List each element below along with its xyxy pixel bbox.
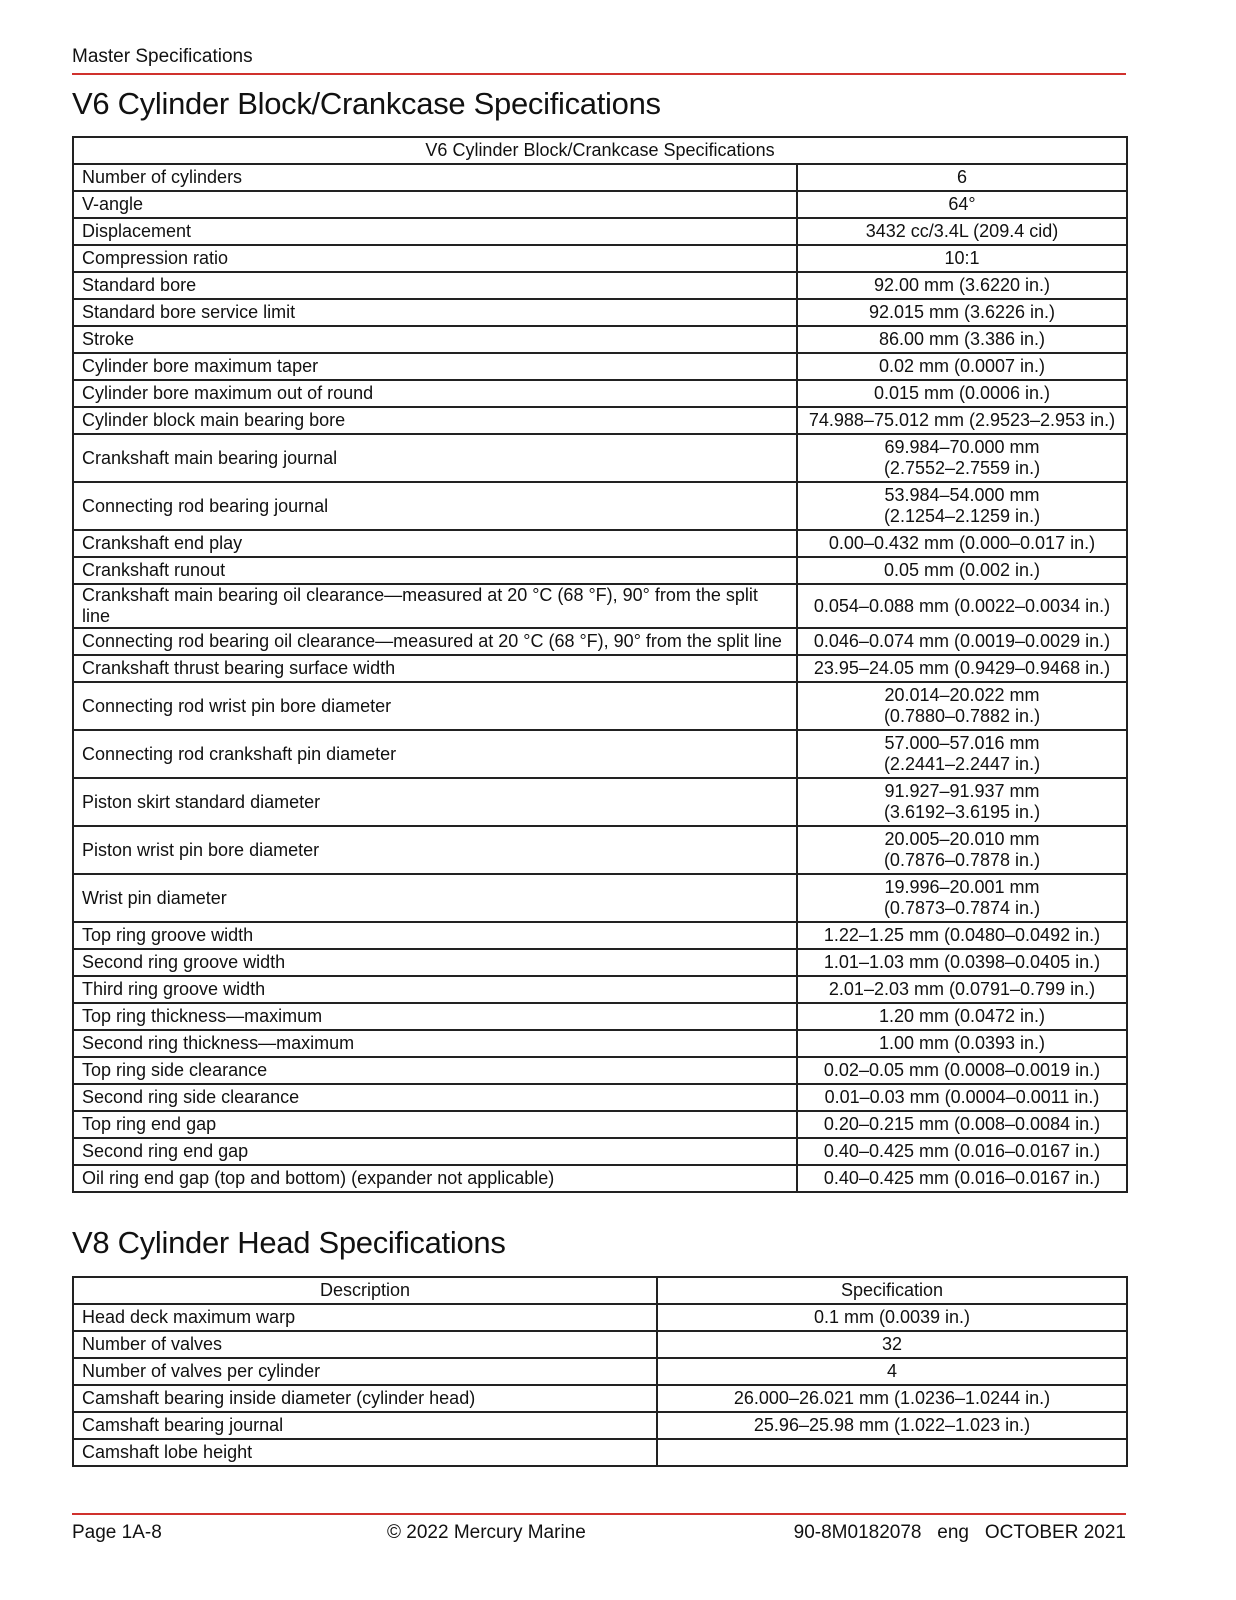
spec-value: 0.02–0.05 mm (0.0008–0.0019 in.)	[797, 1057, 1127, 1084]
spec-value: 23.95–24.05 mm (0.9429–0.9468 in.)	[797, 655, 1127, 682]
spec-value	[797, 482, 1127, 530]
spec-description: Connecting rod bearing journal	[73, 482, 797, 530]
v8-head-spec-body	[73, 1304, 1127, 1466]
table-row	[73, 1138, 1127, 1165]
spec-description: Cylinder bore maximum taper	[73, 353, 797, 380]
spec-description: Crankshaft main bearing journal	[73, 434, 797, 482]
spec-description: Crankshaft thrust bearing surface width	[73, 655, 797, 682]
spec-value: 0.40–0.425 mm (0.016–0.0167 in.)	[797, 1138, 1127, 1165]
table-row	[73, 1003, 1127, 1030]
table-row	[73, 1165, 1127, 1192]
spec-value-line: (2.2441–2.2447 in.)	[883, 754, 1041, 774]
table-row	[73, 272, 1127, 299]
spec-value: 0.01–0.03 mm (0.0004–0.0011 in.)	[797, 1084, 1127, 1111]
table-row	[73, 164, 1127, 191]
spec-description: Crankshaft main bearing oil clearance—measured at 20 °C (68 °F), 90° from the split line	[73, 584, 797, 628]
spec-value: 0.015 mm (0.0006 in.)	[797, 380, 1127, 407]
table-row	[73, 628, 1127, 655]
table-row	[73, 778, 1127, 826]
spec-description: Camshaft lobe height	[73, 1439, 657, 1466]
table-row	[73, 949, 1127, 976]
spec-value: 0.00–0.432 mm (0.000–0.017 in.)	[797, 530, 1127, 557]
table-row	[73, 380, 1127, 407]
table-row	[73, 826, 1127, 874]
spec-value-line: 19.996–20.001 mm	[884, 877, 1040, 897]
spec-description: Connecting rod wrist pin bore diameter	[73, 682, 797, 730]
table-row	[73, 1084, 1127, 1111]
spec-description: Standard bore	[73, 272, 797, 299]
spec-description: Number of valves	[73, 1331, 657, 1358]
section-title-v8-head: V8 Cylinder Head Specifications	[72, 1225, 506, 1260]
table-row	[73, 299, 1127, 326]
spec-value: 1.00 mm (0.0393 in.)	[797, 1030, 1127, 1057]
spec-description: Compression ratio	[73, 245, 797, 272]
table-row	[73, 655, 1127, 682]
table-row	[73, 1331, 1127, 1358]
table-row	[73, 326, 1127, 353]
table-row	[73, 530, 1127, 557]
table-row	[73, 218, 1127, 245]
spec-value-line: (0.7880–0.7882 in.)	[883, 706, 1041, 726]
spec-value: 92.00 mm (3.6220 in.)	[797, 272, 1127, 299]
spec-description: Stroke	[73, 326, 797, 353]
table-row	[73, 922, 1127, 949]
spec-value: 74.988–75.012 mm (2.9523–2.953 in.)	[797, 407, 1127, 434]
table-row	[73, 245, 1127, 272]
spec-description: Top ring thickness—maximum	[73, 1003, 797, 1030]
spec-value	[797, 434, 1127, 482]
spec-value: 1.22–1.25 mm (0.0480–0.0492 in.)	[797, 922, 1127, 949]
spec-value: 92.015 mm (3.6226 in.)	[797, 299, 1127, 326]
spec-value: 32	[657, 1331, 1127, 1358]
spec-value: 1.20 mm (0.0472 in.)	[797, 1003, 1127, 1030]
table-row	[73, 1412, 1127, 1439]
spec-value: 0.40–0.425 mm (0.016–0.0167 in.)	[797, 1165, 1127, 1192]
spec-value: 25.96–25.98 mm (1.022–1.023 in.)	[657, 1412, 1127, 1439]
spec-description: Top ring groove width	[73, 922, 797, 949]
spec-description: Oil ring end gap (top and bottom) (expander not applicable)	[73, 1165, 797, 1192]
footer-rule	[72, 1513, 1126, 1515]
spec-description: Displacement	[73, 218, 797, 245]
table-row	[73, 1385, 1127, 1412]
spec-value: 4	[657, 1358, 1127, 1385]
page-number: Page 1A-8	[72, 1522, 162, 1543]
document-info: 90-8M0182078 eng OCTOBER 2021	[793, 1522, 1126, 1543]
spec-value-line: (3.6192–3.6195 in.)	[883, 802, 1041, 822]
spec-description: V-angle	[73, 191, 797, 218]
spec-value-line: 57.000–57.016 mm	[884, 733, 1040, 753]
v6-block-spec-body	[73, 164, 1127, 1192]
spec-description: Standard bore service limit	[73, 299, 797, 326]
spec-value: 10:1	[797, 245, 1127, 272]
table-row	[73, 353, 1127, 380]
table-row	[73, 557, 1127, 584]
spec-value: 2.01–2.03 mm (0.0791–0.799 in.)	[797, 976, 1127, 1003]
spec-description: Crankshaft end play	[73, 530, 797, 557]
spec-value-line: 20.005–20.010 mm	[884, 829, 1040, 849]
spec-value: 0.05 mm (0.002 in.)	[797, 557, 1127, 584]
table-row	[73, 682, 1127, 730]
table-row	[73, 1439, 1127, 1466]
spec-value	[657, 1439, 1127, 1466]
table-row	[73, 1304, 1127, 1331]
section-title-v6-block: V6 Cylinder Block/Crankcase Specifications	[72, 86, 661, 121]
spec-value	[797, 826, 1127, 874]
spec-value: 1.01–1.03 mm (0.0398–0.0405 in.)	[797, 949, 1127, 976]
spec-description: Crankshaft runout	[73, 557, 797, 584]
table-row	[73, 407, 1127, 434]
table-row	[73, 1358, 1127, 1385]
running-header: Master Specifications	[72, 46, 253, 67]
copyright: © 2022 Mercury Marine	[387, 1522, 586, 1543]
spec-value-line: (0.7873–0.7874 in.)	[883, 898, 1041, 918]
table-row	[73, 1111, 1127, 1138]
spec-description: Piston wrist pin bore diameter	[73, 826, 797, 874]
spec-value-line: 20.014–20.022 mm	[884, 685, 1040, 705]
spec-value	[797, 730, 1127, 778]
table-caption: V6 Cylinder Block/Crankcase Specifications	[73, 137, 1127, 164]
spec-description: Second ring groove width	[73, 949, 797, 976]
table-row	[73, 482, 1127, 530]
table-row	[73, 1057, 1127, 1084]
spec-description: Camshaft bearing inside diameter (cylinder head)	[73, 1385, 657, 1412]
spec-description: Connecting rod bearing oil clearance—measured at 20 °C (68 °F), 90° from the split line	[73, 628, 797, 655]
spec-description: Second ring side clearance	[73, 1084, 797, 1111]
spec-description: Piston skirt standard diameter	[73, 778, 797, 826]
spec-description: Cylinder block main bearing bore	[73, 407, 797, 434]
spec-value-line: 91.927–91.937 mm	[884, 781, 1040, 801]
spec-value: 0.054–0.088 mm (0.0022–0.0034 in.)	[797, 584, 1127, 628]
spec-value: 0.20–0.215 mm (0.008–0.0084 in.)	[797, 1111, 1127, 1138]
column-header-description: Description	[73, 1277, 657, 1304]
spec-description: Top ring side clearance	[73, 1057, 797, 1084]
header-rule	[72, 73, 1126, 75]
spec-value: 64°	[797, 191, 1127, 218]
spec-value: 86.00 mm (3.386 in.)	[797, 326, 1127, 353]
table-row	[73, 584, 1127, 628]
spec-value-line: 53.984–54.000 mm	[884, 485, 1040, 505]
spec-value	[797, 874, 1127, 922]
spec-value: 3432 cc/3.4L (209.4 cid)	[797, 218, 1127, 245]
spec-description: Second ring end gap	[73, 1138, 797, 1165]
spec-description: Number of cylinders	[73, 164, 797, 191]
spec-value	[797, 682, 1127, 730]
table-row	[73, 1030, 1127, 1057]
spec-description: Connecting rod crankshaft pin diameter	[73, 730, 797, 778]
spec-value-line: (2.1254–2.1259 in.)	[883, 506, 1041, 526]
v8-head-spec-table	[72, 1276, 1128, 1467]
table-row	[73, 191, 1127, 218]
spec-value-line: (0.7876–0.7878 in.)	[883, 850, 1041, 870]
spec-value: 0.046–0.074 mm (0.0019–0.0029 in.)	[797, 628, 1127, 655]
table-row	[73, 976, 1127, 1003]
spec-value: 0.1 mm (0.0039 in.)	[657, 1304, 1127, 1331]
table-row	[73, 874, 1127, 922]
spec-value	[797, 778, 1127, 826]
table-row	[73, 434, 1127, 482]
spec-value: 0.02 mm (0.0007 in.)	[797, 353, 1127, 380]
spec-description: Camshaft bearing journal	[73, 1412, 657, 1439]
v6-block-spec-table	[72, 136, 1128, 1193]
spec-value-line: 69.984–70.000 mm	[884, 437, 1040, 457]
spec-description: Second ring thickness—maximum	[73, 1030, 797, 1057]
table-row	[73, 730, 1127, 778]
spec-description: Wrist pin diameter	[73, 874, 797, 922]
spec-description: Head deck maximum warp	[73, 1304, 657, 1331]
spec-value-line: (2.7552–2.7559 in.)	[883, 458, 1041, 478]
spec-description: Cylinder bore maximum out of round	[73, 380, 797, 407]
spec-value: 26.000–26.021 mm (1.0236–1.0244 in.)	[657, 1385, 1127, 1412]
spec-description: Number of valves per cylinder	[73, 1358, 657, 1385]
spec-value: 6	[797, 164, 1127, 191]
column-header-specification: Specification	[657, 1277, 1127, 1304]
spec-description: Third ring groove width	[73, 976, 797, 1003]
spec-description: Top ring end gap	[73, 1111, 797, 1138]
